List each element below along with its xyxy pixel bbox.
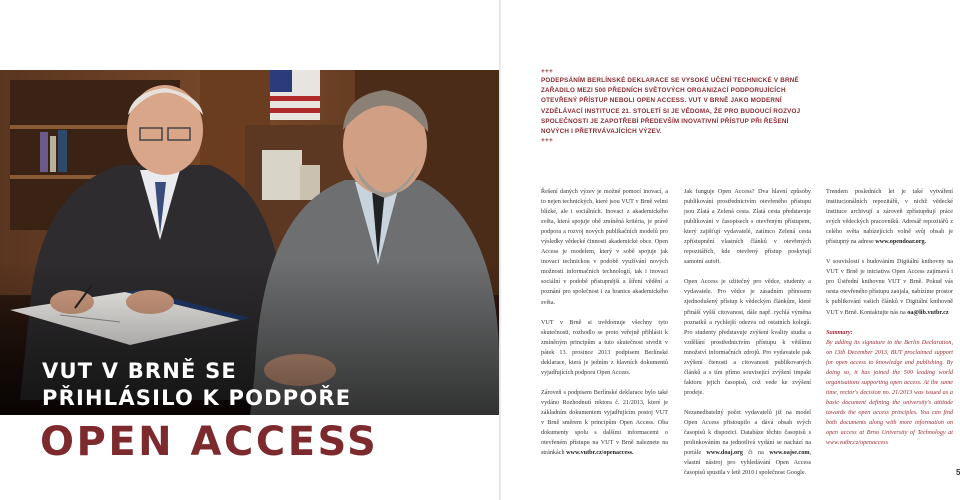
headline-white	[42, 358, 482, 412]
headline-line-1: VUT V BRNĚ SE	[42, 359, 237, 383]
col3-paragraph-2	[826, 257, 953, 317]
col1-paragraph-2: VUT v Brně si uvědomuje všechny tyto skutečnosti, rozhodlo se proto veřejně přihlásit k zmíněným principům a tuto skutečnost stvrdit v pátek 13. prosince 2013 podpisem Berlínské deklarace, která je jedním z hlavních dokumentů vyjadřujících podporu Open Access.	[541, 319, 668, 376]
col2-p3-text-c: , vlastní nástroj pro vyhledávání Open Access časopisů spustila v letě 2010 i společnost Google.	[684, 450, 811, 477]
col2-paragraph-2: Open Access je užitečný pro vědce, studenty a vydavatele. Pro vědce je zásadním přínosem zjednodušený přístup k vědeckým článkům, které přináší vyšší citovanost, dále např. rychlá výměna poznatků a rychlejší odezva od ostatních kolegů. Pro studenty představuje zvýšení kvality studia a vzdělání prostřednictvím přístupu k většímu množství informačních zdrojů. Pro vydavatele pak zvýšení čtenosti a citovanosti publikovaných článků a s tím přímo související zvýšení impakt faktoru jejich časopisů, což vede ke zvýšení prodeje.	[684, 279, 811, 396]
col2-paragraph-3	[684, 408, 811, 478]
col1-p3-text: Zároveň s podpisem Berlínské deklarace bylo také vydáno Rozhodnutí rektora č. 21/2013, které je základním dokumentem vyjadřujícím postoj VUT v Brně směrem k principům Open Access. Oba dokumenty spolu s dalšími informacemi o otevřeném přístupu na VUT v Brně naleznete na stránkách	[541, 389, 668, 457]
page-number: 5	[956, 468, 960, 477]
col3-p1-text: Trendem posledních let je také vytváření institucionálních repozitářů, v nichž vědecké instituce archivují a zároveň zpřístupňují práce svých vědeckých pracovníků. Adresář repozitářů z celého světa nabízejících volně svůj obsah je přístupný na adrese	[826, 189, 953, 246]
right-page	[501, 0, 960, 500]
col2-paragraph-1: Jak funguje Open Access? Dva hlavní způsoby publikování prostřednictvím otevřeného přístupu jsou Zlatá a Zelená cesta. Zlatá cesta představuje publikování v časopisech s otevřeným přístupem, který zajišťují vydavatelé, zatímco Zelená cesta zpřístupnění vlastních článků v otevřených repozitářích, kde otevřený přístup poskytují samotní autoři.	[684, 189, 811, 266]
summary-block	[826, 328, 953, 449]
headline-line-2: PŘIHLÁSILO K PODPOŘE	[42, 386, 352, 410]
col1-paragraph-1: Řešení daných výzev je možné pomocí inovací, a to nejen technických, které jsou VUT v Brně velmi blízké, ale i sociálních. Inovaci z akademického světa, která spojuje obě zmíněná kritéria, je právě podpora a rozvoj nových publikačních modelů pro výsledky vědecké činnosti akademické obce. Open Access je modelem, který v sobě spojuje jak inovaci technickou v podobě využívání nových možností informačních technologií, tak i inovaci sociální v podobě přístupnější a šíření vědění a poznání pro společnost i za hranice akademického světa.	[541, 189, 668, 306]
lead-marker-top: +++	[541, 68, 553, 75]
col2-p3-text-b: či na	[748, 450, 764, 457]
summary-title: Summary:	[826, 329, 853, 336]
openaccess-link[interactable]: www.vutbr.cz/openaccess.	[566, 450, 634, 457]
doaj-link[interactable]: www.doaj.org	[706, 450, 743, 457]
summary-text: By adding its signature to the Berlin Declaration, on 13th December 2013, BUT proclaimed support for open access to knowledge and publishing. By doing so, it has joined the 500 leading world organisations supporting open access. At the same time, rector's decision no. 21/2013 was issued as a basic document defining the university's attitude towards the open access principles. You can find both documents along with more information on open access at Brno University of Technology at www.vutbr.cz/openaccess	[826, 339, 953, 447]
col3-paragraph-1	[826, 187, 953, 247]
lead-text: PODEPSÁNÍM BERLÍNSKÉ DEKLARACE SE VYSOKÉ UČENÍ TECHNICKÉ V BRNĚ ZAŘADILO MEZI 500 PŘEDNÍCH SVĚTOVÝCH ORGANIZACÍ PODPORUJÍCÍCH OTEVŘENÝ PŘÍSTUP NEBOLI OPEN ACCESS. VUT V BRNĚ JAKO MODERNÍ VZDĚLÁVACÍ INSTITUCE 21. STOLETÍ SI JE VĚDOMA, ŽE PRO BUDOUCÍ ROZVOJ SPOLEČNOSTI JE ZAPOTŘEBÍ PŘEDEVŠÍM INOVATIVNÍ PŘÍSTUP PŘI ŘEŠENÍ NOVÝCH I PŘETRVÁVAJÍCÍCH VÝZEV.	[541, 77, 801, 136]
lead-paragraph	[541, 68, 803, 145]
headline-open-access: OPEN ACCESS	[40, 419, 379, 465]
text-column-2	[684, 187, 811, 488]
col1-paragraph-3	[541, 388, 668, 458]
opendoar-link[interactable]: www.opendoar.org.	[875, 239, 927, 246]
oajse-link[interactable]: www.oajse.com	[769, 450, 810, 457]
text-column-1	[541, 187, 668, 468]
email-link[interactable]: oa@lib.vutbr.cz	[907, 309, 949, 316]
col3-p2-text: V souvislosti s budováním Digitální knihovny na VUT v Brně je iniciativa Open Access zajímavá i pro Ústřední knihovnu VUT v Brně. Pokud vás oesta otevřeného přístupu zaujala, nabízíme prostor k publikování vašich článků v Digitální knihovně VUT v Brně. Kontaktujte nás na	[826, 259, 953, 316]
col2-p3-text-a: Nezanedbatelný počet vydavatelů již na model Open Access přistoupilo a dává obsah svých časopisů k dispozici. Databáze těchto časopisů s prolinkováním na jednotlivá vydání se nachází na portále	[684, 409, 811, 457]
text-column-3	[826, 187, 953, 458]
lead-marker-bottom: +++	[541, 137, 553, 145]
